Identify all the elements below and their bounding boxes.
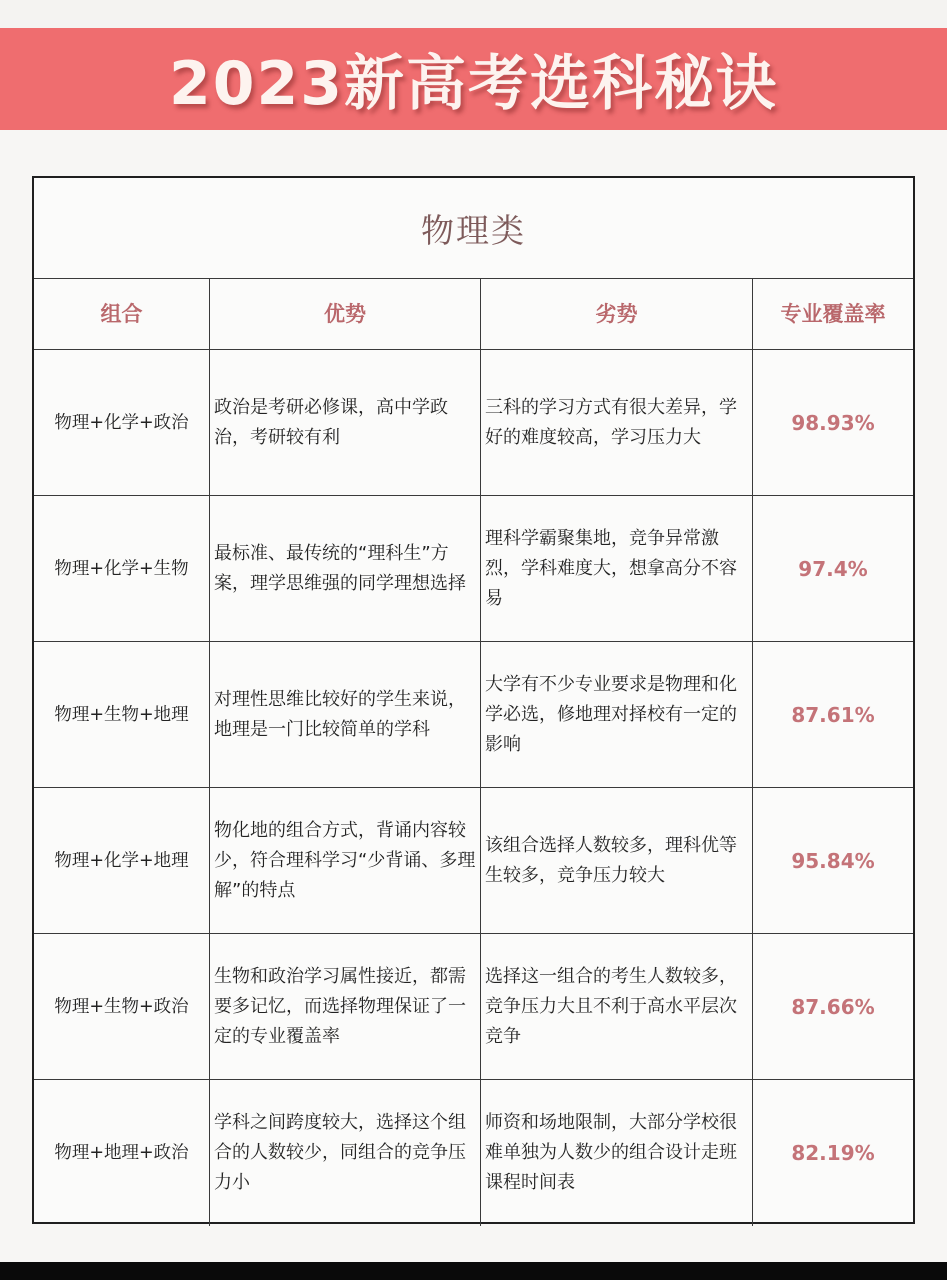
combo-cell: 物理+化学+生物 [34,496,210,641]
subject-table [32,176,915,1224]
header-combo: 组合 [34,279,210,349]
advantage-cell: 生物和政治学习属性接近，都需要多记忆，而选择物理保证了一定的专业覆盖率 [210,934,481,1079]
coverage-cell: 97.4% [798,556,868,581]
table-row [34,350,913,496]
header-disadvantage: 劣势 [481,279,753,349]
advantage-cell: 对理性思维比较好的学生来说，地理是一门比较简单的学科 [210,642,481,787]
header-coverage: 专业覆盖率 [780,302,886,326]
disadvantage-cell: 师资和场地限制，大部分学校很难单独为人数少的组合设计走班课程时间表 [481,1080,753,1226]
coverage-cell: 98.93% [791,410,875,435]
table-row [34,934,913,1080]
coverage-cell: 95.84% [791,848,875,873]
table-row [34,1080,913,1226]
advantage-cell: 最标准、最传统的“理科生”方案，理学思维强的同学理想选择 [210,496,481,641]
disadvantage-cell: 该组合选择人数较多，理科优等生较多，竞争压力较大 [481,788,753,933]
table-row [34,788,913,934]
header-advantage: 优势 [210,279,481,349]
table-header-row [34,279,913,350]
combo-cell: 物理+生物+地理 [34,642,210,787]
banner-title: 2023新高考选科秘诀 [169,49,778,119]
coverage-cell: 87.66% [791,994,875,1019]
advantage-cell: 政治是考研必修课，高中学政治，考研较有利 [210,350,481,495]
advantage-cell: 物化地的组合方式，背诵内容较少，符合理科学习“少背诵、多理解”的特点 [210,788,481,933]
bottom-bar [0,1262,947,1280]
top-strip [0,0,947,28]
disadvantage-cell: 选择这一组合的考生人数较多，竞争压力大且不利于高水平层次竞争 [481,934,753,1079]
coverage-cell: 87.61% [791,702,875,727]
disadvantage-cell: 三科的学习方式有很大差异，学好的难度较高，学习压力大 [481,350,753,495]
combo-cell: 物理+化学+政治 [34,350,210,495]
combo-cell: 物理+地理+政治 [34,1080,210,1226]
table-row [34,496,913,642]
table-section-title: 物理类 [34,178,913,279]
table-row [34,642,913,788]
combo-cell: 物理+生物+政治 [34,934,210,1079]
coverage-cell: 82.19% [791,1141,875,1165]
combo-cell: 物理+化学+地理 [34,788,210,933]
disadvantage-cell: 大学有不少专业要求是物理和化学必选，修地理对择校有一定的影响 [481,642,753,787]
disadvantage-cell: 理科学霸聚集地，竞争异常激烈，学科难度大，想拿高分不容易 [481,496,753,641]
advantage-cell: 学科之间跨度较大，选择这个组合的人数较少，同组合的竞争压力小 [210,1080,481,1226]
title-banner [0,28,947,130]
